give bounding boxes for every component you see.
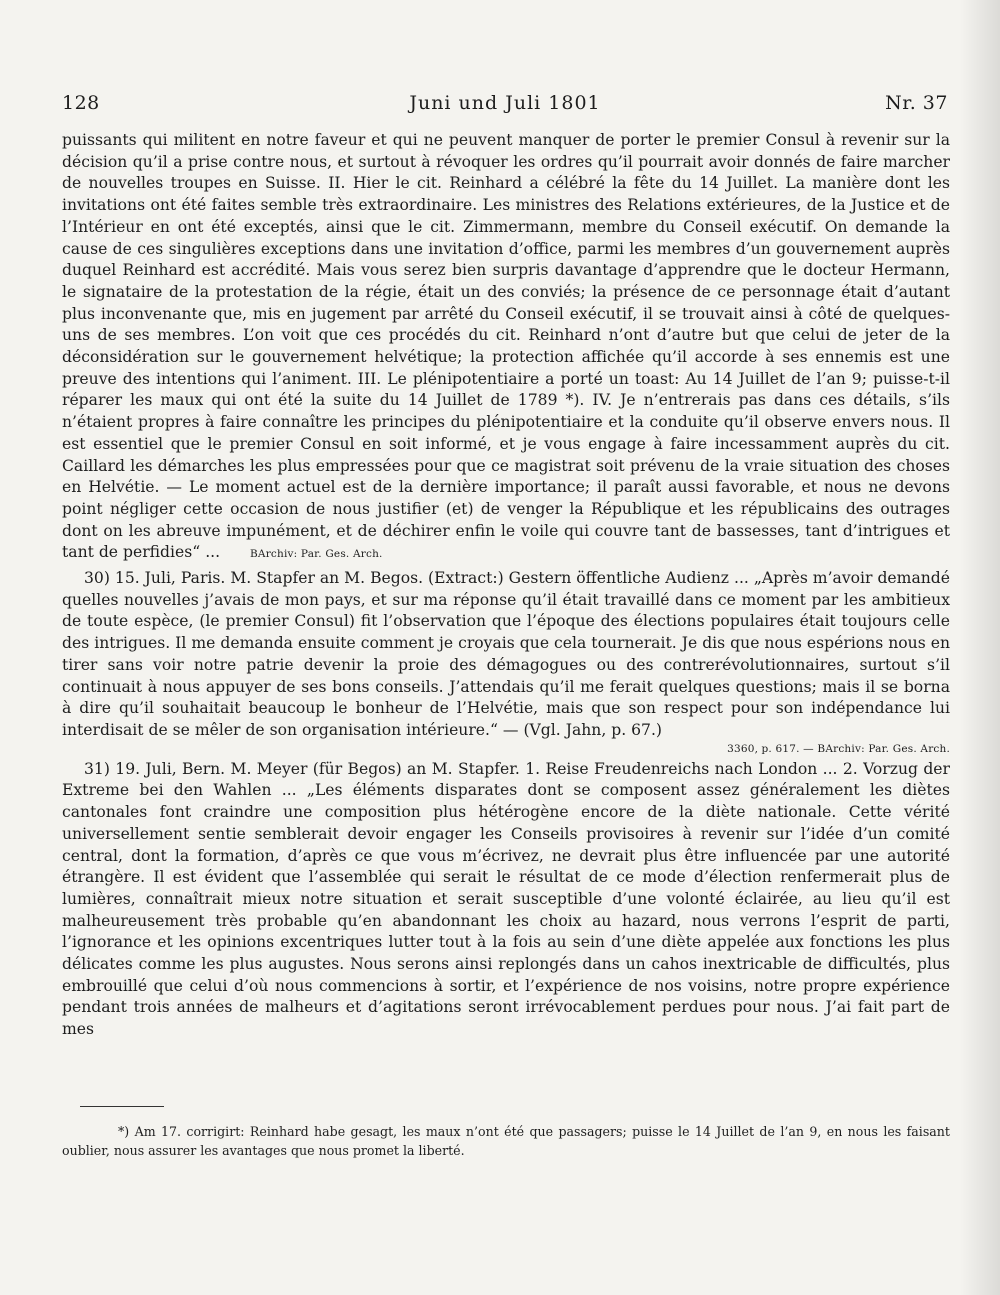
running-header [62,92,948,122]
page-body [62,130,950,1041]
page-number: 128 [62,92,100,114]
source-number: 3360, [727,742,759,755]
continuation-paragraph [62,130,950,566]
page-edge-shadow [960,0,1000,1295]
footnote-mark: *) [118,1124,130,1139]
entry-30-source [62,742,950,757]
entry-31 [62,759,950,1041]
entry-31-text: 31) 19. Juli, Bern. M. Meyer (für Begos) an M. Stapfer. 1. Reise Freudenreichs nach London ... 2. Vorzug der Extreme bei den Wahlen ... „Les éléments disparates dont se composent assez généralement les diètes cantonales font craindre une composition plus hétérogène encore de la diète nationale. Cette vérité universellement sentie semblerait devoir engager les Conseils provisoires à revenir sur l’idée d’un comité central, dont la formation, d’après ce que vous m’écrivez, ne devrait plus être influencée par une autorité étrangère. Il est évident que l’assemblée qui serait le résultat de ce mode d’élection renfermerait plus de lumières, connaîtrait mieux notre situation et serait susceptible d’une volonté éclairée, au lieu qu’il est malheureusement très probable qu’en abandonnant les choix au hazard, nous verrons l’esprit de parti, l’ignorance et les opinions excentriques lutter tout à la fois au sein d’une diète appelée aux fonctions les plus délicates comme les plus augustes. Nous serons ainsi replongés dans un cahos inextricable de difficultés, plus embrouillé que celui d’où nous commencions à sortir, et l’expérience de nos voisins, notre propre expérience pendant trois années de malheurs et d’agitations seront irrévocablement perdues pour nous. J’ai fait part de mes [62,759,950,1039]
entry-30 [62,568,950,742]
continuation-text: puissants qui militent en notre faveur et qui ne peuvent manquer de porter le premier Consul à revenir sur la décision qu’il a prise contre nous, et surtout à révoquer les ordres qu’il pourrait avoir donnés de faire marcher de nouvelles troupes en Suisse. II. Hier le cit. Reinhard a célébré la fête du 14 Juillet. La manière dont les invitations ont été faites semble très extraordinaire. Les ministres des Relations extérieures, de la Justice et de l’Intérieur en ont été exceptés, ainsi que le cit. Zimmermann, membre du Conseil exécutif. On demande la cause de ces singulières exceptions dans une invitation d’office, parmi les membres d’un gouvernement auprès duquel Reinhard est accrédité. Mais vous serez bien surpris davantage d’apprendre que le docteur Hermann, le signataire de la protestation de la régie, était un des conviés; la présence de ce personnage était d’autant plus inconvenante que, mis en jugement par arrêté du Conseil exécutif, il se trouvait ainsi à côté de quelques-uns de ses membres. L’on voit que ces procédés du cit. Reinhard n’ont d’autre but que celui de jeter de la déconsidération sur le gouvernement helvétique; la protection affichée qu’il accorde à ses ennemis est une preuve des intentions qui l’animent. III. Le plénipotentiaire a porté un toast: Au 14 Juillet de l’an 9; puisse-t-il réparer les maux qui ont été la suite du 14 Juillet de 1789 *). IV. Je n’entrerais pas dans ces détails, s’ils n’étaient propres à faire connaître les principes du plénipotentiaire et la conduite qu’il observe envers nous. Il est essentiel que le premier Consul en soit informé, et je vous engage à faire incessamment auprès du cit. Caillard les démarches les plus empressées pour que ce magistrat soit prévenu de la vraie situation des choses en Helvétie. — Le moment actuel est de la dernière importance; il paraît aussi favorable, et nous ne devons point négliger cette occasion de nous justifier (et) de venger la République et les républicains des outrages dont on les abreuve impunément, et de déchirer enfin le voile qui couvre tant de bassesses, tant d’intrigues et tant de perfidies“ ... [62,131,950,562]
footnote-divider [80,1106,164,1107]
footnote [62,1122,950,1160]
source-reference: p. 617. — BArchiv: Par. Ges. Arch. [761,742,950,755]
document-number: Nr. 37 [885,92,948,114]
footnote-text: Am 17. corrigirt: Reinhard habe gesagt, les maux n’ont été que passagers; puisse le 14 Juillet de l’an 9, en nous les faisant oublier, nous assurer les avantages que nous promet la liberté. [62,1124,950,1158]
source-reference: BArchiv: Par. Ges. Arch. [250,548,383,561]
running-title: Juni und Juli 1801 [409,92,601,114]
entry-30-text: 30) 15. Juli, Paris. M. Stapfer an M. Begos. (Extract:) Gestern öffentliche Audienz ... „Après m’avoir demandé quelles nouvelles j’avais de mon pays, et sur ma réponse qu’il était travaillé dans ce moment par les ambitieux de toute espèce, (le premier Consul) fit l’observation que l’époque des élections populaires était toujours celle des intrigues. Il me demanda ensuite comment je croyais que cela tournerait. Je dis que nous espérions nous en tirer sans voir notre patrie devenir la proie des démagogues ou des contrerévolutionnaires, surtout s’il continuait à nous appuyer de ses bons conseils. J’attendais qu’il me ferait quelques questions; mais il se borna à dire qu’il souhaitait beaucoup le bonheur de l’Helvétie, mais que son respect pour son indépendance lui interdisait de se mêler de son organisation intérieure.“ — (Vgl. Jahn, p. 67.) [62,569,950,739]
